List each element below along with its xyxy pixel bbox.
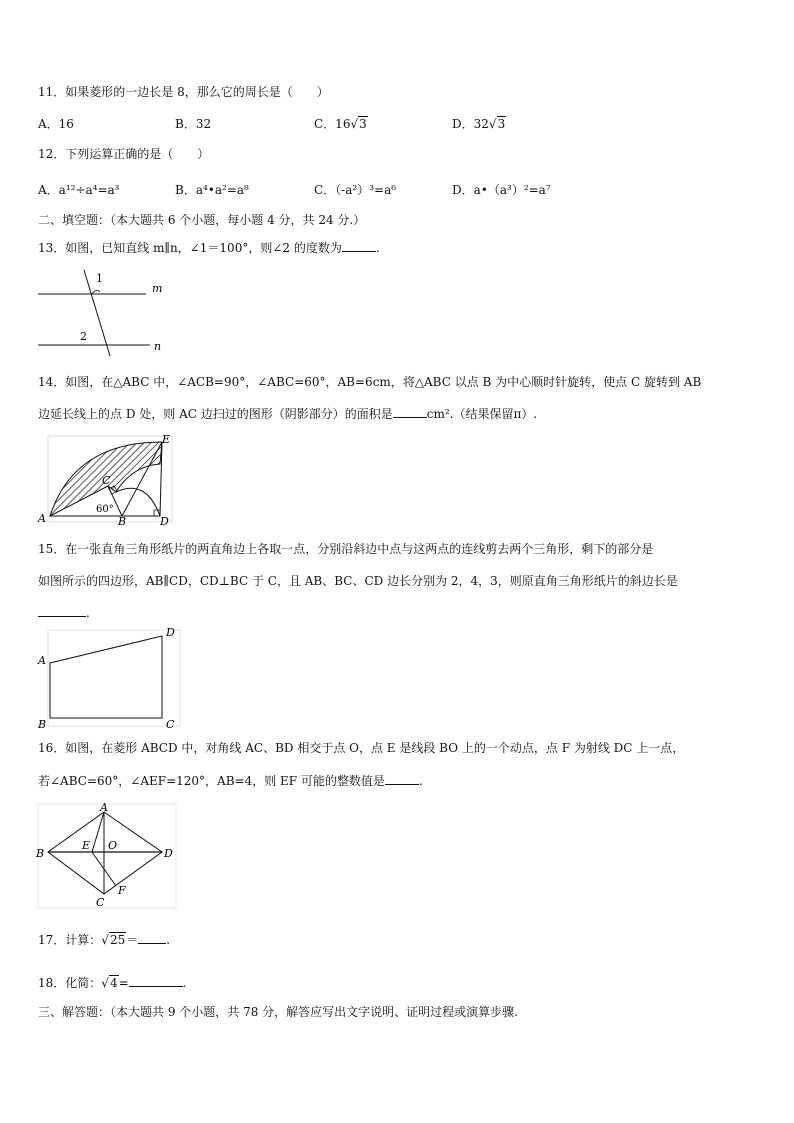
q18-radicand: 4 bbox=[109, 976, 118, 990]
q14-label-c: C bbox=[102, 474, 111, 487]
q14-label-a: A bbox=[38, 512, 46, 525]
q13-parallel-lines-figure bbox=[34, 266, 174, 356]
q15-line-1: 15．在一张直角三角形纸片的两直角边上各取一点，分别沿斜边中点与这两点的连线剪去两个三角形，剩下的部分是 bbox=[38, 542, 654, 556]
q16-label-d: D bbox=[164, 847, 173, 860]
q13-stem-end: . bbox=[375, 241, 380, 255]
section-3-heading: 三、解答题：（本大题共 9 个小题，共 78 分，解答应写出文字说明、证明过程或演算步骤. bbox=[38, 1005, 518, 1019]
q14-angle-label: 60° bbox=[96, 504, 114, 515]
q11-option-d bbox=[452, 116, 506, 132]
q15-line-3 bbox=[38, 604, 90, 621]
q18-prefix: 18．化简： bbox=[38, 976, 102, 990]
q11-option-b: B．32 bbox=[175, 117, 212, 131]
q15-line-2: 如图所示的四边形，AB∥CD，CD⊥BC 于 C，且 AB、BC、CD 边长分别为 2，4，3，则原直角三角形纸片的斜边长是 bbox=[38, 574, 678, 588]
q17-end: . bbox=[166, 933, 171, 947]
q15-label-c: C bbox=[166, 718, 175, 730]
q14-rotation-figure bbox=[34, 432, 176, 526]
q16-line-1: 16．如图，在菱形 ABCD 中，对角线 AC、BD 相交于点 O，点 E 是线段 BO 上的一个动点，点 F 为射线 DC 上一点， bbox=[38, 741, 685, 755]
quadrilateral-abcd bbox=[50, 636, 162, 718]
answer-blank bbox=[38, 604, 86, 617]
sqrt-symbol: √3 bbox=[488, 117, 506, 131]
q14-label-d: D bbox=[160, 515, 169, 526]
q15-label-b: B bbox=[38, 718, 47, 730]
q11-option-d-prefix: D．32 bbox=[452, 117, 489, 131]
q13-label-n: n bbox=[154, 340, 162, 353]
q16-line-2-text: 若∠ABC=60°，∠AEF=120°，AB=4，则 EF 可能的整数值是 bbox=[38, 774, 385, 788]
q16-label-e: E bbox=[82, 839, 91, 852]
q14-line-1: 14．如图，在△ABC 中，∠ACB=90°，∠ABC=60°，AB=6cm，将△ABC 以点 B 为中心顺时针旋转，使点 C 旋转到 AB bbox=[38, 375, 702, 389]
q14-label-e: E bbox=[162, 433, 171, 446]
q14-line-2 bbox=[38, 405, 537, 422]
q16-label-b: B bbox=[36, 847, 45, 860]
q16-label-f: F bbox=[118, 884, 126, 897]
answer-blank bbox=[385, 772, 419, 785]
segment-ae bbox=[92, 812, 104, 852]
q13-stem bbox=[38, 239, 380, 256]
q11-option-d-radicand: 3 bbox=[497, 117, 506, 131]
q16-label-a: A bbox=[100, 801, 108, 814]
q13-stem-text: 13．如图，已知直线 m∥n，∠1＝100°，则∠2 的度数为 bbox=[38, 241, 342, 255]
q13-label-m: m bbox=[152, 282, 163, 295]
q11-option-c-radicand: 3 bbox=[359, 117, 367, 131]
q16-label-o: O bbox=[108, 839, 118, 852]
angle-1-arc bbox=[92, 290, 100, 294]
q18-end: . bbox=[182, 976, 187, 990]
q17-radicand: 25 bbox=[109, 933, 126, 947]
q15-label-a: A bbox=[38, 654, 46, 667]
q16-line-2 bbox=[38, 772, 423, 789]
q13-label-1: 1 bbox=[96, 272, 103, 285]
q15-line-3-end: . bbox=[86, 606, 90, 620]
q11-option-c bbox=[314, 116, 368, 132]
q12-option-b: B．a⁴•a²=a⁸ bbox=[175, 183, 249, 197]
q12-option-d: D．a•（a³）²=a⁷ bbox=[452, 183, 551, 197]
q11-option-c-prefix: C．16 bbox=[314, 117, 351, 131]
q16-label-c: C bbox=[96, 896, 105, 909]
figure-frame bbox=[48, 630, 180, 726]
q14-line-2-text: 边延长线上的点 D 处，则 AC 边扫过的图形（阴影部分）的面积是 bbox=[38, 407, 393, 421]
q15-trapezoid-figure bbox=[34, 624, 184, 730]
answer-blank bbox=[138, 931, 166, 944]
sqrt-symbol: √3 bbox=[350, 117, 367, 131]
rhombus-abcd bbox=[48, 812, 162, 894]
q18-equals: = bbox=[118, 976, 129, 990]
q16-rhombus-figure bbox=[34, 800, 180, 910]
q15-label-d: D bbox=[166, 626, 175, 639]
q16-line-2-end: . bbox=[418, 774, 423, 788]
sqrt-symbol: √4 bbox=[101, 976, 118, 990]
q12-option-a: A．a¹²÷a⁴=a³ bbox=[38, 183, 120, 197]
answer-blank bbox=[393, 405, 427, 418]
q13-label-2: 2 bbox=[80, 330, 87, 343]
answer-blank bbox=[342, 239, 376, 252]
q14-line-2-end: cm².（结果保留π）. bbox=[426, 407, 538, 421]
q11-stem: 11．如果菱形的一边长是 8，那么它的周长是（ ） bbox=[38, 85, 329, 99]
sqrt-symbol: √25 bbox=[101, 933, 126, 947]
section-2-heading: 二、填空题：（本大题共 6 个小题，每小题 4 分，共 24 分.） bbox=[38, 213, 366, 227]
small-arc bbox=[116, 488, 160, 516]
q17-equals: ＝ bbox=[126, 933, 139, 947]
q12-stem: 12．下列运算正确的是（ ） bbox=[38, 147, 210, 161]
q14-label-b: B bbox=[118, 515, 127, 526]
q18-stem bbox=[38, 974, 186, 991]
q17-prefix: 17．计算： bbox=[38, 933, 102, 947]
q17-stem bbox=[38, 931, 170, 948]
q11-option-a: A．16 bbox=[38, 117, 74, 131]
q12-option-c: C．（-a²）³=a⁶ bbox=[314, 183, 397, 197]
answer-blank bbox=[129, 974, 183, 987]
